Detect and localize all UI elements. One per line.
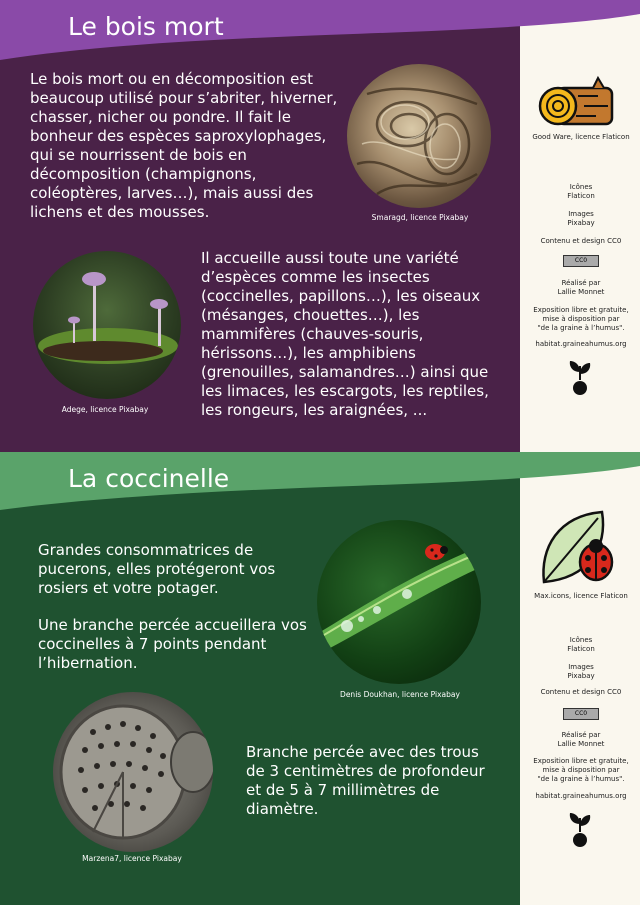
section-coccinelle bbox=[0, 452, 640, 905]
intro-paragraph: Le bois mort ou en décomposition est beaucoup utilisé pour s’abriter, hiverner, chasser, nicher ou pondre. Il fait le bonheur des espèces saproxylophages, qui se nourrissent de bois en décomposition (champignons, coléoptères, larves…), mais aussi des lichens et des mousses. bbox=[30, 70, 338, 221]
species-paragraph: Il accueille aussi toute une variété d’espèces comme les insectes (coccinelles, papillons…), les oiseaux (mésanges, chouettes…), les mammifères (chauves-souris, hérissons…), les amphibiens (grenouilles, salamandres…) ainsi que les limaces, les escargots, les reptiles, les rongeurs, les araignées, ... bbox=[201, 249, 489, 419]
license-text: Contenu et design CC0 bbox=[540, 688, 622, 696]
license-text: Contenu et design CC0 bbox=[540, 237, 622, 245]
intro-paragraph: Grandes consommatrices de pucerons, elles protégeront vos rosiers et votre potager. bbox=[38, 541, 276, 597]
ladybug-photo bbox=[317, 520, 481, 684]
dead-wood-photo bbox=[347, 64, 491, 208]
branch-description: Branche percée avec des trous de 3 centimètres de profondeur et de 5 à 7 millimètres de diamètre. bbox=[246, 743, 485, 818]
hibernation-paragraph: Une branche percée accueillera vos coccinelles à 7 points pendant l’hibernation. bbox=[38, 616, 307, 672]
author-credit: Réalisé par Lallie Monnet bbox=[557, 279, 605, 296]
photo-credit: Denis Doukhan, licence Pixabay bbox=[340, 690, 460, 699]
author-credit: Réalisé par Lallie Monnet bbox=[557, 731, 605, 748]
website-link[interactable]: habitat.graineahumus.org bbox=[535, 340, 627, 348]
cc-license-badge: CC0 bbox=[563, 708, 599, 720]
icons-credit: Icônes Flaticon bbox=[567, 183, 595, 200]
exhibition-note: Exposition libre et gratuite, mise à disposition par "de la graine à l’humus". bbox=[533, 757, 629, 783]
seedling-logo-icon bbox=[566, 358, 594, 400]
exhibition-note: Exposition libre et gratuite, mise à disposition par "de la graine à l’humus". bbox=[533, 306, 629, 332]
icon-credit: Max.icons, licence Flaticon bbox=[534, 592, 628, 600]
log-icon bbox=[538, 72, 618, 132]
section-bois-mort bbox=[0, 0, 640, 452]
seedling-logo-icon bbox=[566, 810, 594, 852]
cc-license-badge: CC0 bbox=[563, 255, 599, 267]
icon-credit: Good Ware, licence Flaticon bbox=[532, 133, 630, 141]
website-link[interactable]: habitat.graineahumus.org bbox=[535, 792, 627, 800]
photo-credit: Adege, licence Pixabay bbox=[61, 405, 149, 414]
icons-credit: Icônes Flaticon bbox=[567, 636, 595, 653]
drilled-branch-photo bbox=[53, 692, 213, 852]
mushroom-photo bbox=[33, 251, 181, 399]
leaf-ladybug-icon bbox=[538, 508, 618, 588]
images-credit: Images Pixabay bbox=[567, 663, 595, 680]
section-title: La coccinelle bbox=[68, 464, 230, 493]
section-title: Le bois mort bbox=[68, 12, 224, 41]
photo-credit: Marzena7, licence Pixabay bbox=[82, 854, 182, 863]
images-credit: Images Pixabay bbox=[567, 210, 595, 227]
photo-credit: Smaragd, licence Pixabay bbox=[371, 213, 469, 222]
